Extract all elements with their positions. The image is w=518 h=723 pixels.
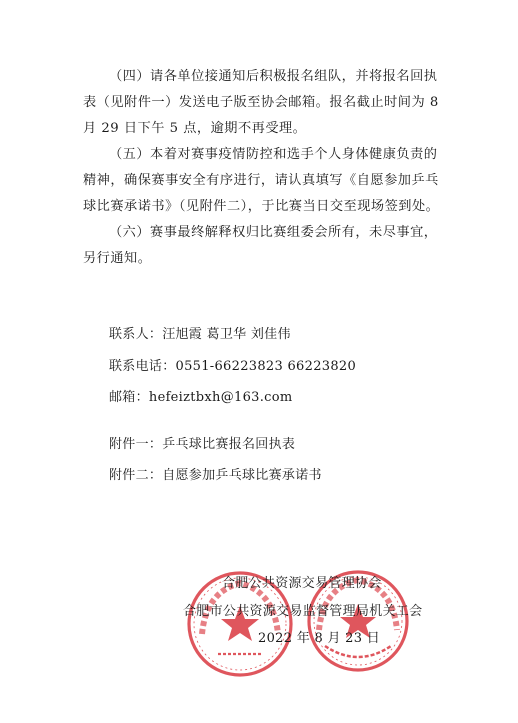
signature-org-2: 合肥市公共资源交易监督管理局机关工会 <box>183 604 423 619</box>
contact-people: 联系人：汪旭霞 葛卫华 刘佳伟 <box>109 327 291 342</box>
paragraph-6-line-2: 另行通知。 <box>83 251 152 266</box>
paragraph-4-line-2: 表（见附件一）发送电子版至协会邮箱。报名截止时间为 8 <box>83 95 439 110</box>
paragraph-5-line-3: 球比赛承诺书》（见附件二），于比赛当日交至现场签到处。 <box>83 199 440 214</box>
attachment-two: 附件二：自愿参加乒乓球比赛承诺书 <box>109 468 322 483</box>
signature-org-1: 合肥公共资源交易管理协会 <box>222 576 382 591</box>
paragraph-6 <box>83 220 451 272</box>
contact-phone: 联系电话：0551-66223823 66223820 <box>109 359 357 374</box>
paragraph-5-line-1: （五）本着对赛事疫情防控和选手个人身体健康负责的 <box>109 147 438 162</box>
contact-email: 邮箱：hefeiztbxh@163.com <box>109 390 293 405</box>
paragraph-5-line-2: 精神，确保赛事安全有序进行，请认真填写《自愿参加乒乓 <box>83 173 439 188</box>
paragraph-5 <box>83 142 451 220</box>
paragraph-4-line-3: 月 29 日下午 5 点，逾期不再受理。 <box>83 121 307 136</box>
paragraph-4-line-1: （四）请各单位接通知后积极报名组队，并将报名回执 <box>109 69 438 84</box>
signature-date: 2022 年 8 月 23 日 <box>258 631 381 646</box>
paragraph-6-line-1: （六）赛事最终解释权归比赛组委会所有，未尽事宜， <box>109 225 438 240</box>
paragraph-4 <box>83 64 451 142</box>
attachment-one: 附件一：乒乓球比赛报名回执表 <box>109 437 296 452</box>
